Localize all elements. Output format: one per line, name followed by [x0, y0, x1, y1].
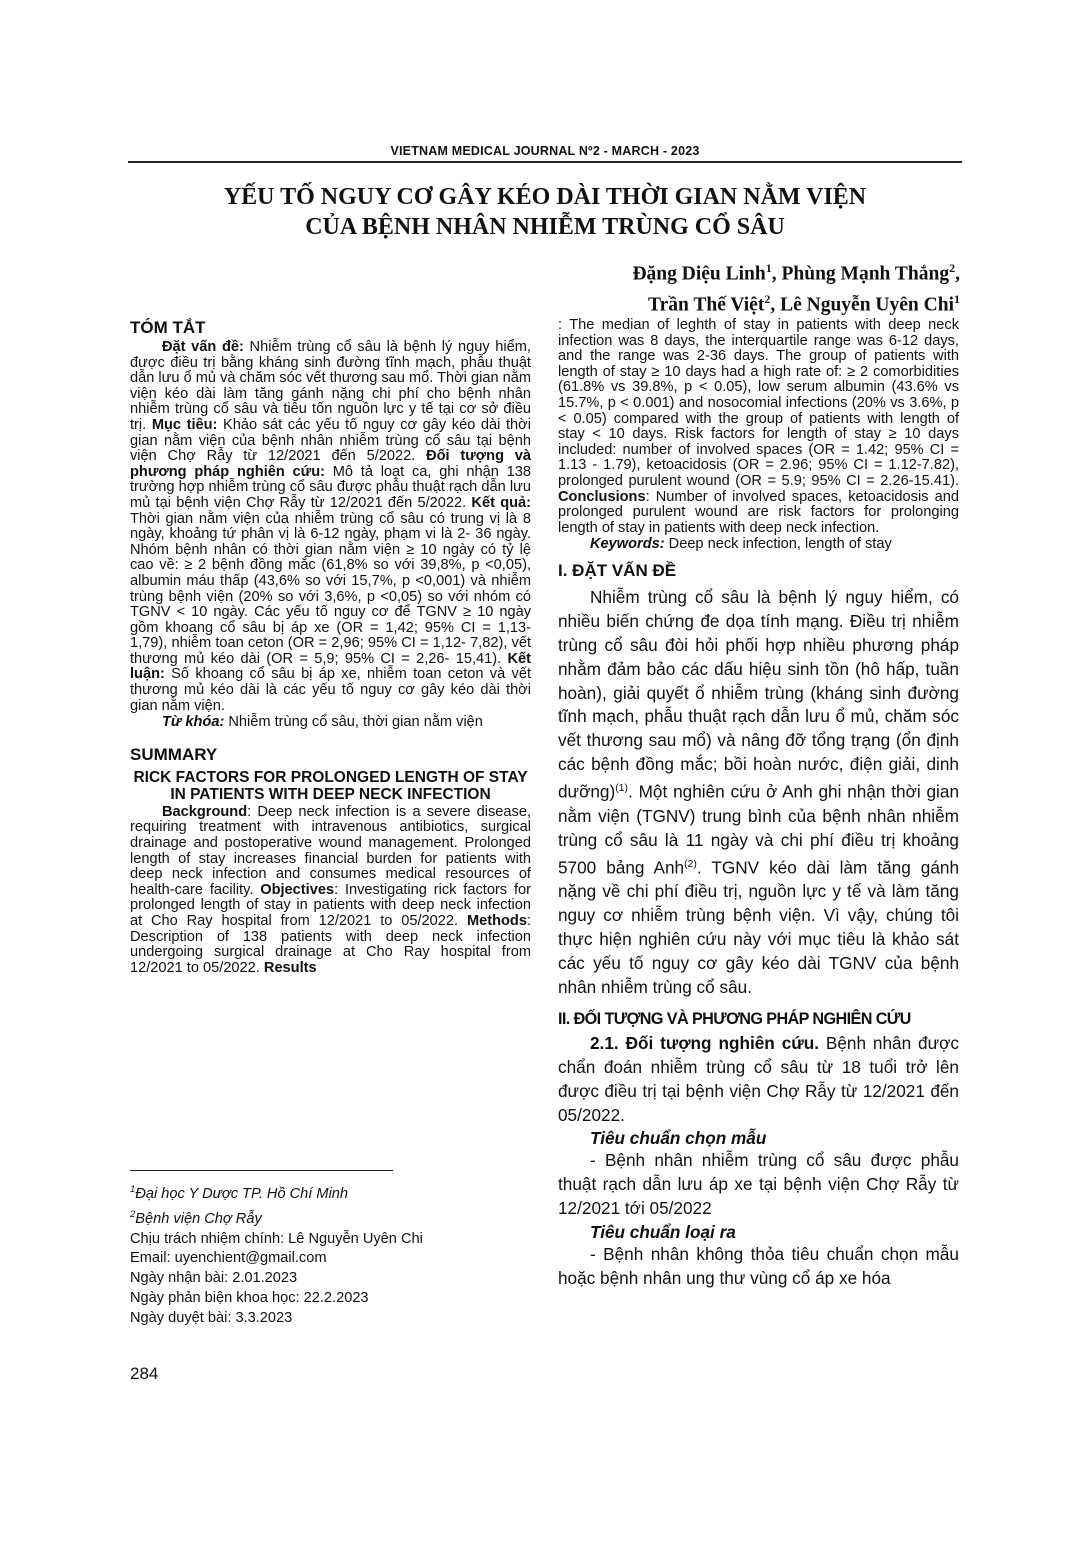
text-methods: : Description of 138 patients with deep neck infection undergoing surgical drainage at Cho Ray hospital from 12/2021 to 05/2022. [130, 913, 531, 976]
header-rule [128, 161, 962, 163]
text-ket-qua: Thời gian nằm viện của nhiễm trùng cổ sâu có trung vị là 8 ngày, khoảng tứ phân vị là 6-12 ngày, phạm vi là 2- 36 ngày. Nhóm bệnh nhân có thời gian nằm viện ≥ 10 ngày có tỷ lệ cao về: ≥ 2 bệnh đồng mắc (61,8% so với 39,8%, p <0,05), albumin máu thấp (43,6% so với 15,7%, p <0,001) và nhiễm trùng bệnh viện (20% so với 3,6%, p <0,05) so với nhóm có TGNV < 10 ngày. Các yếu tố nguy cơ để TGNV ≥ 10 ngày gồm khoang cổ sâu bị áp xe (OR = 1,42; 95% CI = 1,13- 1,79), nhiễm toan ceton (OR = 2,96; 95% CI = 1,12- 7,82), vết thương mủ kéo dài (OR = 5,9; 95% CI = 2,26- 15,41). [130, 510, 531, 667]
subsection-2-1-label: 2.1. Đối tượng nghiên cứu. [590, 1032, 819, 1053]
reviewed-date: Ngày phản biện khoa học: 22.2.2023 [130, 1290, 369, 1307]
text-conclusions: : Number of involved spaces, ketoacidosis and prolonged purulent wound are risk factors for prolonging length of stay in patients with deep neck infection. [558, 488, 959, 536]
label-ket-qua: Kết quả: [471, 494, 532, 511]
label-dat-van-de: Đặt vấn đề: [162, 339, 244, 355]
article-title [128, 182, 962, 242]
keywords-en [558, 537, 959, 553]
text-dat-van-de: Nhiễm trùng cổ sâu là bệnh lý nguy hiểm, được điều trị bằng kháng sinh đường tĩnh mạch, phẫu thuật dẫn lưu ổ mủ và chăm sóc vết thương sau mổ. Thời gian nằm viện kéo dài làm tăng gánh nặng chi phí cho bệnh nhân nhiễm trùng cổ sâu và tiêu tốn nguồn lực y tế tại cơ sở điều trị. [130, 339, 532, 433]
author-affil-mark: 2 [949, 261, 956, 275]
label-muc-tieu: Mục tiêu: [151, 416, 218, 433]
author-name: Đặng Diệu Linh [632, 263, 766, 285]
title-line-2: CỦA BỆNH NHÂN NHIỄM TRÙNG CỔ SÂU [305, 214, 785, 240]
keywords-en-label: Keywords: [590, 536, 665, 553]
author-name: Trần Thế Việt [648, 294, 765, 315]
author-name: Phùng Mạnh Thắng [781, 263, 950, 285]
author-list [632, 256, 960, 317]
author-name: Lê Nguyễn Uyên Chi [780, 294, 954, 315]
text-background: : Deep neck infection is a severe disease, requiring treatment with intravenous antibiotics, surgical drainage and postoperative wound management. Prolonged length of stay increases financial burden for patients with deep neck infection and consumes medical resources of health-care facility. [130, 803, 531, 898]
exclusion-heading: Tiêu chuẩn loại ra [590, 1222, 736, 1243]
affiliation-text: Bệnh viện Chợ Rẫy [135, 1210, 262, 1227]
corresponding-author: Chịu trách nhiệm chính: Lê Nguyễn Uyên Chi [130, 1230, 423, 1247]
keywords-vi [130, 715, 531, 731]
label-conclusions: Conclusions [558, 488, 646, 505]
author-line-1: Đặng Diệu Linh$^1$, Phùng Mạnh Thắng$^2$, [632, 261, 960, 285]
author-affil-mark: 1 [765, 261, 772, 275]
email-line: Email: uyenchient@gmail.com [130, 1250, 327, 1267]
label-doi-tuong: Đối tượng và phương pháp nghiên cứu: [130, 448, 532, 480]
left-column [130, 318, 531, 976]
summary-body-part1 [130, 805, 531, 977]
title-line-1: YẾU TỐ NGUY CƠ GÂY KÉO DÀI THỜI GIAN NẰM VIỆN [223, 184, 867, 210]
keywords-vi-text: Nhiễm trùng cổ sâu, thời gian nằm viện [224, 714, 483, 731]
section-2-heading: II. ĐỐI TƯỢNG VÀ PHƯƠNG PHÁP NGHIÊN CỨU [558, 1009, 911, 1028]
inclusion-heading: Tiêu chuẩn chọn mẫu [590, 1128, 767, 1149]
received-date: Ngày nhận bài: 2.01.2023 [130, 1270, 298, 1287]
footnotes [130, 1180, 531, 1329]
affiliation-text: Đại học Y Dược TP. Hồ Chí Minh [135, 1185, 349, 1202]
text-muc-tieu: Khảo sát các yếu tố nguy cơ gây kéo dài thời gian nằm viện của bệnh nhân nhiễm trùng cổ sâu tại bệnh viện Chợ Rẫy từ 12/2021 đến 5/2022. [130, 416, 531, 465]
accepted-date: Ngày duyệt bài: 3.3.2023 [130, 1310, 293, 1327]
subsection-2-1 [558, 1032, 959, 1128]
subsection-2-1-text: Bệnh nhân được chẩn đoán nhiễm trùng cổ sâu từ 18 tuổi trở lên được điều trị tại bệnh viện Chợ Rẫy từ 12/2021 đến 05/2022. [558, 1032, 959, 1125]
author-affil-mark: 1 [954, 291, 960, 306]
label-background: Background [162, 803, 248, 820]
author-affil-mark: 2 [764, 291, 771, 306]
text-doi-tuong: Mô tả loạt ca, ghi nhận 138 trường hợp nhiễm trùng cổ sâu được phẫu thuật rạch dẫn lưu mủ tại bệnh viện Chợ Rẫy từ 12/2021 đến 5/2022. [130, 463, 531, 511]
affil-mark: 1 [130, 1184, 136, 1195]
exclusion-criteria: - Bệnh nhân không thỏa tiêu chuẩn chọn mẫu hoặc bệnh nhân ung thư vùng cổ áp xe hóa [558, 1244, 959, 1289]
section-1-heading: I. ĐẶT VẤN ĐỀ [558, 560, 677, 580]
right-column [558, 318, 959, 1291]
section-1-text: . Một nghiên cứu ở Anh ghi nhận thời gian nằm viện (TGNV) trung bình của bệnh nhân nhiễm trùng cổ sâu là 11 ngày và chi phí điều trị khoảng 5700 bảng Anh [558, 781, 959, 878]
summary-body-part2 [558, 318, 959, 536]
citation-ref: (2) [684, 857, 697, 870]
author-line-2: Trần Thế Việt$^2$, Lê Nguyễn Uyên Chi$^1$ [648, 291, 960, 315]
text-results: : The median of leghth of stay in patients with deep neck infection was 8 days, the interquartile range was 6-12 days, and the range was 2-36 days. The group of patients with length of stay ≥ 10 days had a high rate of: ≥ 2 comorbidities (61.8% vs 39.8%, p < 0.05), low serum albumin (43.6% vs 15.7%, p < 0.001) and nosocomial infections (20% vs 3.6%, p < 0.05) compared with the group of patients with length of stay < 10 days. Risk factors for length of stay ≥ 10 days included: number of involved spaces (OR = 1.42; 95% CI = 1.13 - 1.79), ketoacidosis (OR = 2.96; 95% CI = 1.12-7.82), prolonged purulent wound (OR = 5.9; 95% CI = 2.26-15.41). [558, 317, 959, 489]
section-1-text: . TGNV kéo dài làm tăng gánh nặng về chi phí điều trị, nguồn lực y tế và làm tăng nguy cơ nhiễm trùng bệnh viện. Vì vậy, chúng tôi thực hiện nghiên cứu này với mục tiêu là khảo sát các yếu tố nguy cơ gây kéo dài TGNV của bệnh nhân nhiễm trùng cổ sâu. [558, 857, 960, 997]
label-objectives: Objectives [260, 881, 335, 898]
summary-heading: SUMMARY [130, 744, 218, 764]
label-ket-luan: Kết luận: [130, 650, 531, 683]
citation-ref: (1) [615, 782, 629, 795]
text-objectives: : Investigating rick factors for prolonged length of stay in patients with deep neck infection at Cho Ray hospital from 12/2021 to 05/2022. [130, 881, 531, 929]
affil-mark: 2 [130, 1208, 136, 1220]
summary-title: RICK FACTORS FOR PROLONGED LENGTH OF STAY IN PATIENTS WITH DEEP NECK INFECTION [133, 768, 528, 803]
keywords-en-text: Deep neck infection, length of stay [664, 536, 892, 553]
text-ket-luan: Số khoang cổ sâu bị áp xe, nhiễm toan ceton và vết thương mủ kéo dài là các yếu tố nguy cơ gây kéo dài thời gian nằm viện. [130, 666, 531, 714]
label-results: Results [263, 959, 317, 976]
journal-header: VIETNAM MEDICAL JOURNAL Nº2 - MARCH - 2023 [390, 144, 700, 158]
affiliation-1 [130, 1180, 531, 1205]
page-number: 284 [130, 1364, 159, 1383]
section-1-paragraph [558, 586, 959, 1000]
affiliation-2 [130, 1205, 531, 1230]
keywords-vi-label: Từ khóa: [162, 714, 225, 731]
footnote-rule [130, 1170, 393, 1171]
abstract-vi-body [130, 340, 531, 714]
label-methods: Methods [466, 913, 527, 929]
section-1-text: Nhiễm trùng cổ sâu là bệnh lý nguy hiểm, có nhiều biến chứng đe dọa tính mạng. Điều trị nhiễm trùng cổ sâu đòi hỏi phối hợp nhiều phương pháp nhằm đảm bảo các dấu hiệu sinh tồn (hô hấp, tuần hoàn), giải quyết ổ nhiễm trùng (kháng sinh đường tĩnh mạch, phẫu thuật rạch dẫn lưu ổ mủ, chăm sóc vết thương sau mổ) và nâng đỡ tổng trạng (ổn định các bệnh đồng mắc; bồi hoàn nước, điện giải, dinh dưỡng) [558, 586, 959, 802]
abstract-vi-heading: TÓM TẮT [130, 318, 206, 337]
inclusion-criteria: - Bệnh nhân nhiễm trùng cổ sâu được phẫu thuật rạch dẫn lưu áp xe tại bệnh viện Chợ Rẫy từ 12/2021 tới 05/2022 [558, 1150, 959, 1219]
